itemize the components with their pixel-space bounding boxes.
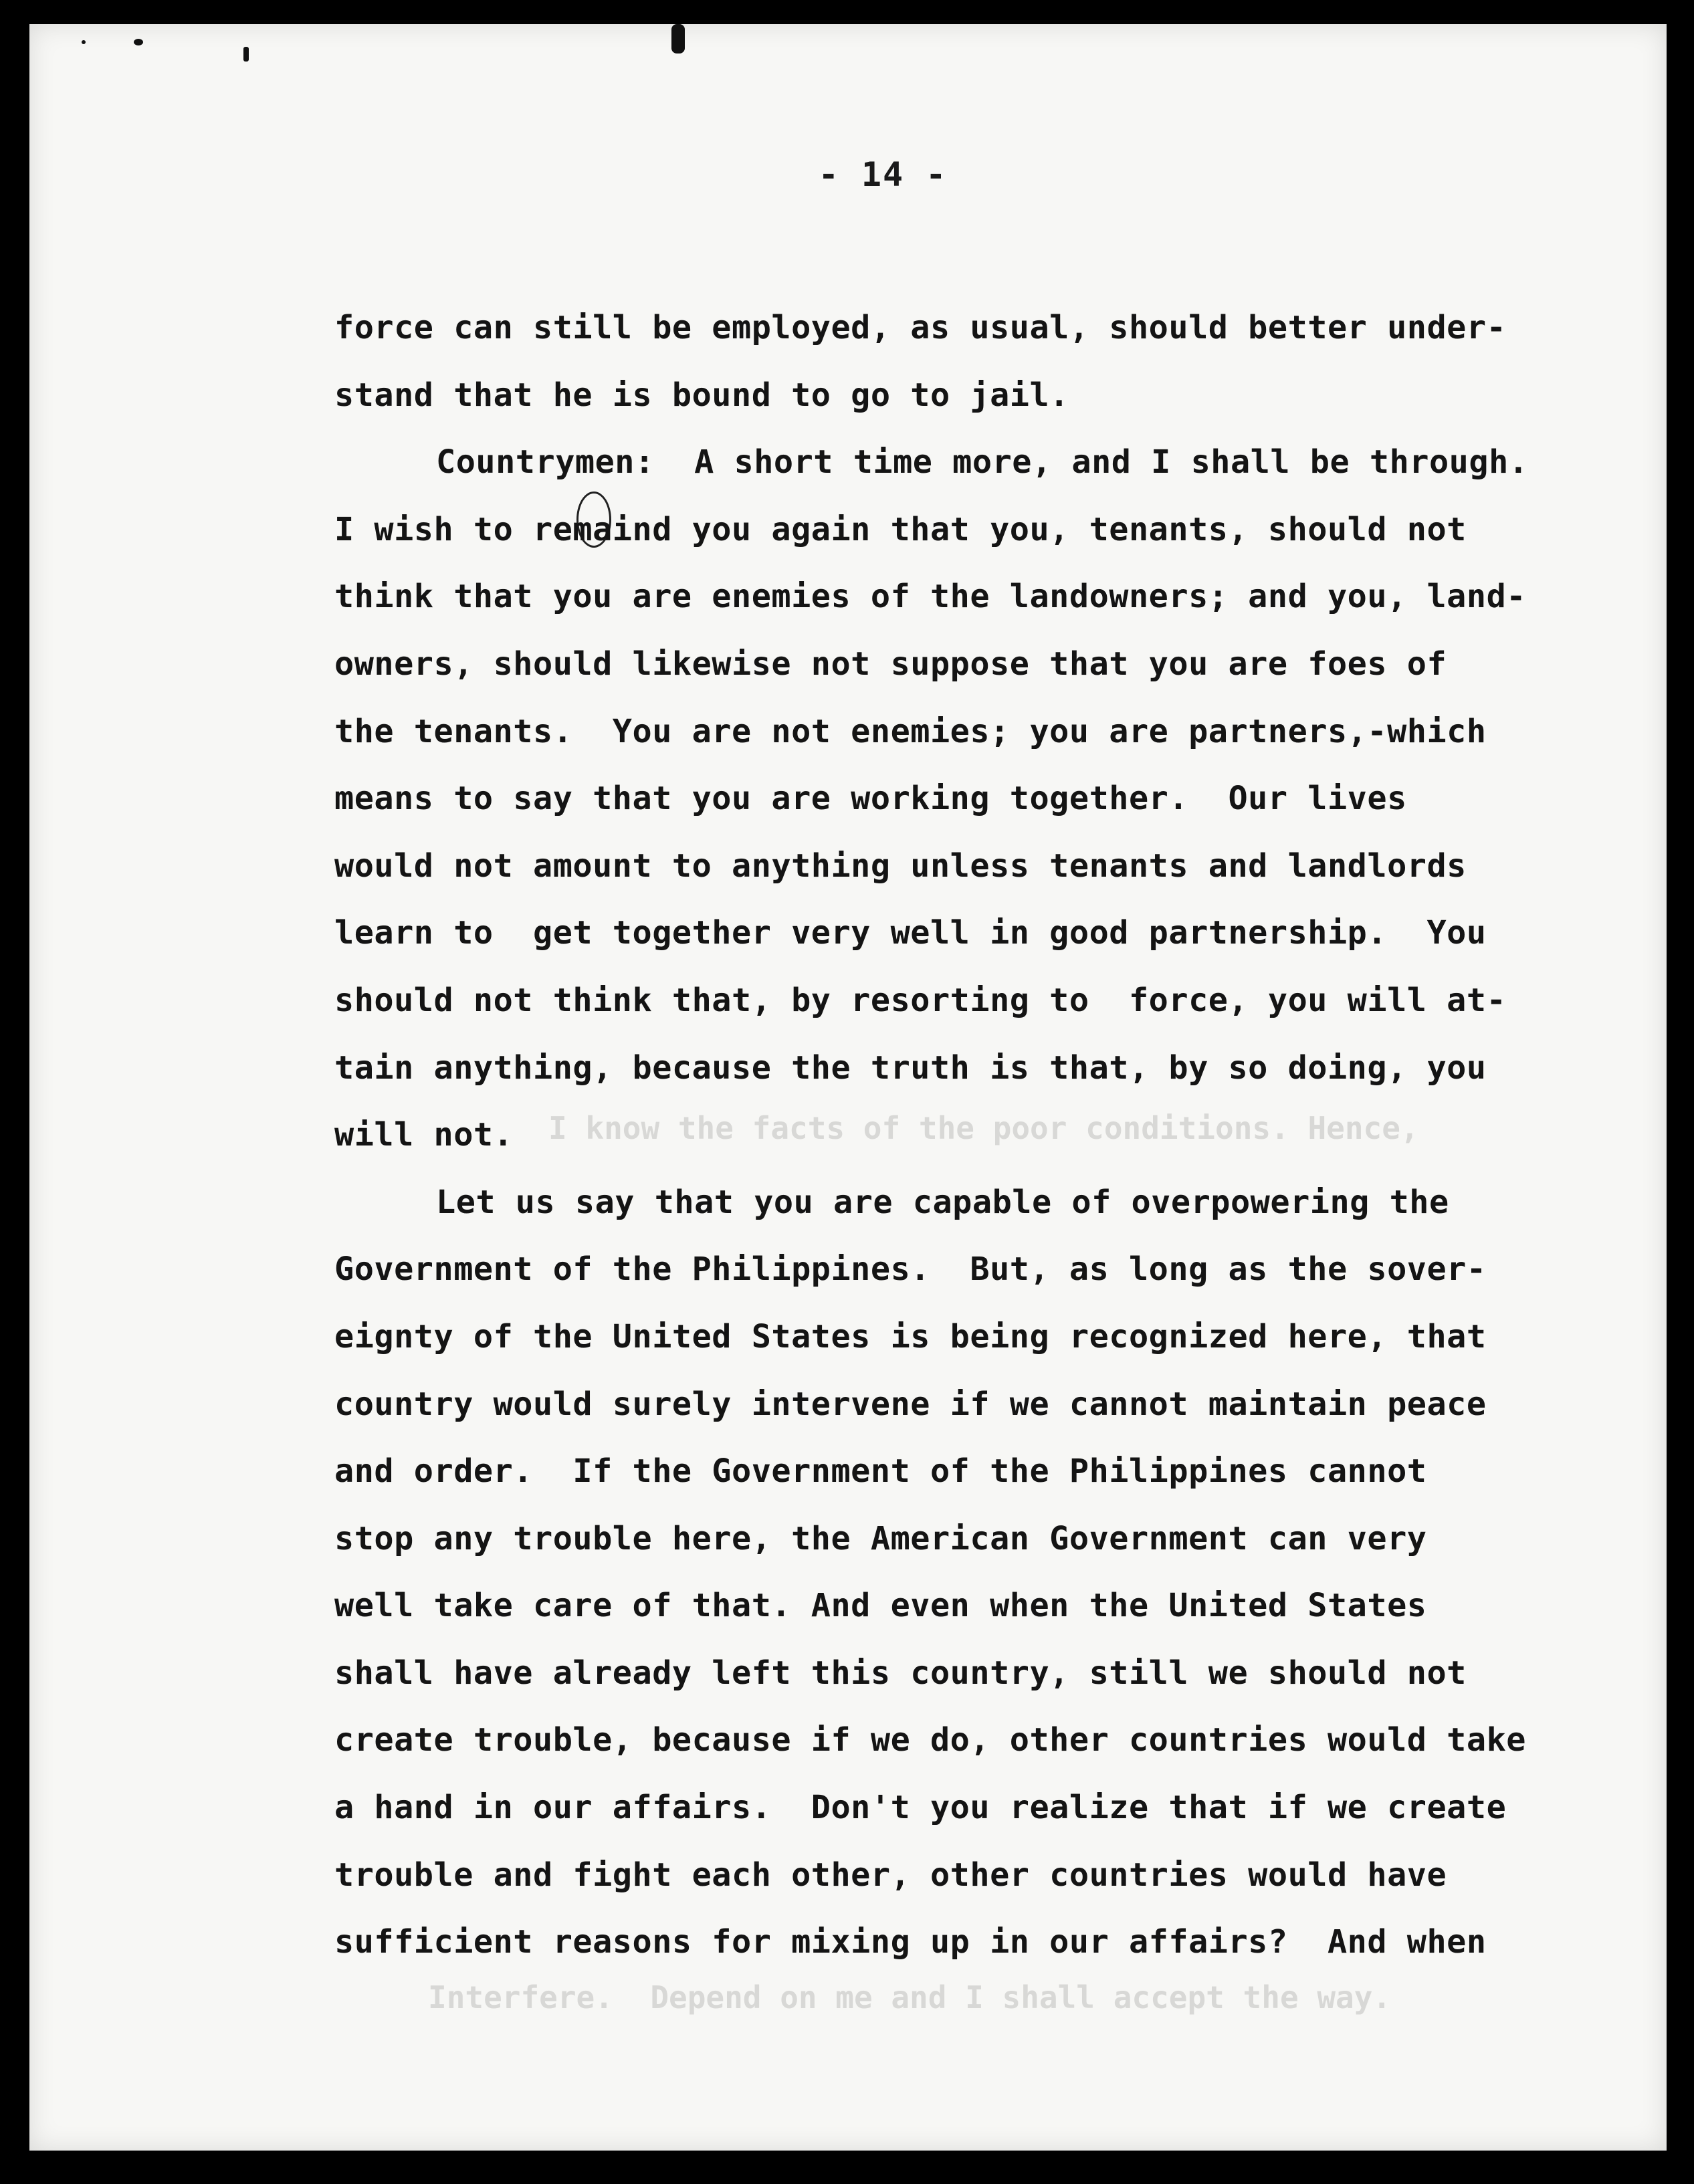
text-line: shall have already left this country, still we should not xyxy=(334,1654,1467,1692)
text-line: trouble and fight each other, other countries would have xyxy=(334,1856,1447,1894)
document-body xyxy=(334,294,1592,1976)
text-line: create trouble, because if we do, other countries would take xyxy=(334,1721,1526,1759)
text-line: stop any trouble here, the American Government can very xyxy=(334,1519,1427,1557)
scan-speck xyxy=(82,40,86,44)
text-line: I wish to remaind you again that you, tenants, should not xyxy=(334,510,1467,548)
text-line: will not. xyxy=(334,1116,514,1154)
text-line: learn to get together very well in good partnership. You xyxy=(334,914,1487,952)
page-number: - 14 - xyxy=(818,155,948,194)
scan-speck xyxy=(134,39,143,45)
text-line: eignty of the United States is being recognized here, that xyxy=(334,1317,1487,1355)
text-line: tain anything, because the truth is that, by so doing, you xyxy=(334,1049,1487,1087)
text-line: sufficient reasons for mixing up in our affairs? And when xyxy=(334,1923,1487,1961)
text-line: country would surely intervene if we cannot maintain peace xyxy=(334,1385,1487,1423)
text-line: well take care of that. And even when the United States xyxy=(334,1587,1427,1625)
paragraph-start-line: Countrymen: A short time more, and I shall be through. xyxy=(436,443,1529,481)
text-line: think that you are enemies of the landowners; and you, land- xyxy=(334,578,1526,616)
text-line: Government of the Philippines. But, as long as the sover- xyxy=(334,1250,1487,1289)
text-line: means to say that you are working together. Our lives xyxy=(334,780,1407,818)
text-line: the tenants. You are not enemies; you are partners,-which xyxy=(334,712,1487,750)
text-line: owners, should likewise not suppose that you are foes of xyxy=(334,645,1447,683)
bleed-through-text: I know the facts of the poor conditions. Hence, xyxy=(548,1110,1419,1146)
text-line: and order. If the Government of the Philippines cannot xyxy=(334,1452,1427,1491)
text-line: would not amount to anything unless tenants and landlords xyxy=(334,847,1467,885)
text-line: a hand in our affairs. Don't you realize that if we create xyxy=(334,1789,1507,1827)
bleed-through-text: Interfere. Depend on me and I shall accept the way. xyxy=(428,1979,1392,2015)
paragraph-start-line: Let us say that you are capable of overpowering the xyxy=(436,1183,1449,1221)
scan-speck xyxy=(671,24,685,53)
text-line: should not think that, by resorting to force, you will at- xyxy=(334,981,1507,1019)
text-line: stand that he is bound to go to jail. xyxy=(334,376,1069,414)
scan-speck xyxy=(243,47,249,62)
text-line: force can still be employed, as usual, should better under- xyxy=(334,309,1507,346)
scan-border xyxy=(1667,0,1694,2184)
